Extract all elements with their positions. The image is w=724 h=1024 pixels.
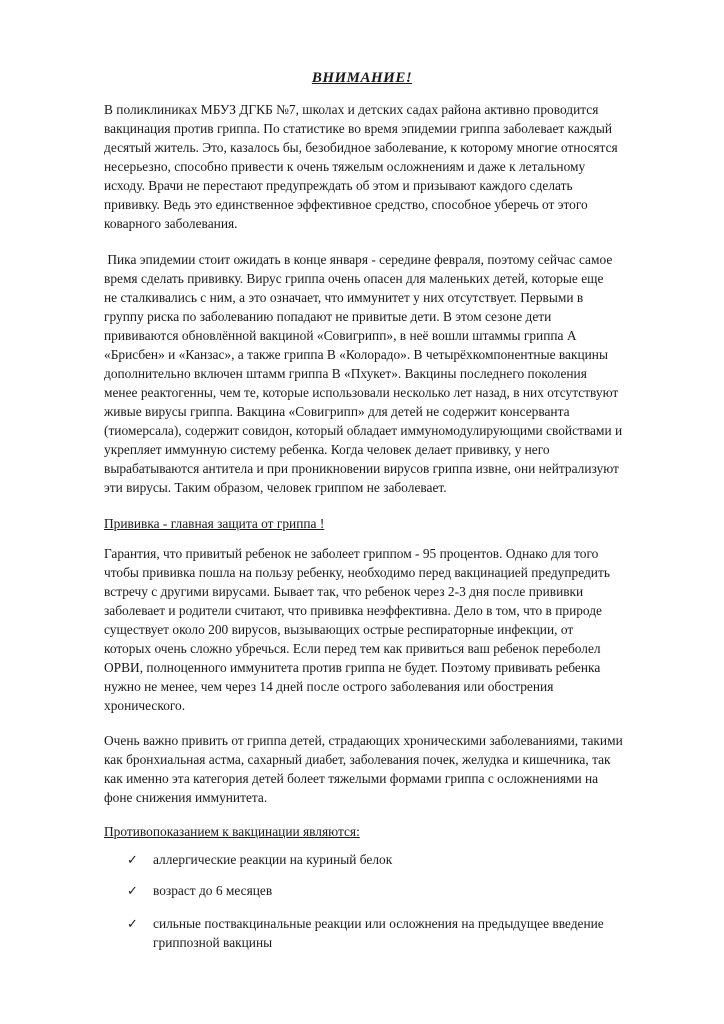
text-line: как бронхиальная астма, сахарный диабет, заболевания почек, желудка и кишечника, так — [104, 752, 611, 767]
text-line: которых очень сложно убречься. Если перед тем как привиться ваш ребенок переболел — [104, 641, 601, 656]
text-line: «Брисбен» и «Канзас», а также гриппа В «Колорадо». В четырёхкомпонентные вакцины — [104, 347, 608, 362]
list-item — [127, 914, 693, 952]
text-line: Пика эпидемии стоит ожидать в конце января - середине февраля, поэтому сейчас самое — [104, 252, 613, 267]
checkmark-icon: ✓ — [127, 883, 138, 898]
text-line: Гарантия, что привитый ребенок не заболеет гриппом - 95 процентов. Однако для того — [104, 546, 599, 561]
list-item-text: сильные поствакцинальные реакции или осложнения на предыдущее введение — [153, 916, 604, 931]
text-line: дополнительно включен штамм гриппа В «Пхукет». Вакцины последнего поколения — [104, 366, 587, 381]
text-line: прививаются обновлённой вакциной «Совигрипп», в неё вошли штаммы гриппа А — [104, 328, 577, 343]
page-title: ВНИМАНИЕ! — [311, 70, 413, 86]
list-item — [127, 881, 272, 900]
text-line: вырабатываются антитела и при проникновении вирусов гриппа извне, они нейтрализуют — [104, 461, 619, 476]
text-line: Очень важно привить от гриппа детей, страдающих хроническими заболеваниями, такими — [104, 733, 623, 748]
list-item — [127, 850, 392, 869]
text-line: ОРВИ, полноценного иммунитета против гриппа не будет. Поэтому прививать ребенка — [104, 660, 601, 675]
text-line: заболевает и родители считают, что прививка неэффективна. Дело в том, что в природе — [104, 603, 603, 618]
text-line: живые вирусы гриппа. Вакцина «Совигрипп» для детей не содержит консерванта — [104, 404, 570, 419]
text-line: вакцинация против гриппа. По статистике во время эпидемии гриппа заболевает каждый — [104, 121, 613, 136]
list-item-text: аллергические реакции на куриный белок — [153, 852, 393, 867]
guarantee-paragraph — [104, 544, 660, 715]
text-line: чтобы прививка пошла на пользу ребенку, необходимо перед вакцинацией предупредить — [104, 565, 610, 580]
text-line: группу риска по заболеванию попадают не привитые дети. В этом сезоне дети — [104, 309, 552, 324]
text-line: существует около 200 вирусов, вызывающих острые респираторные инфекции, от — [104, 622, 574, 637]
vaccination-heading: Прививка - главная защита от гриппа ! — [104, 516, 325, 531]
text-line: десятый житель. Это, казалось бы, безобидное заболевание, к которому многие относятся — [104, 140, 618, 155]
text-line: В поликлиниках МБУЗ ДГКБ №7, школах и детских садах района активно проводится — [104, 102, 599, 117]
checkmark-icon: ✓ — [127, 852, 138, 867]
text-line: фоне снижения иммунитета. — [104, 790, 268, 805]
text-line: прививку. Ведь это единственное эффективное средство, способное уберечь от этого — [104, 197, 588, 212]
text-line: как именно эта категория детей болеет тяжелыми формами гриппа с осложнениями на — [104, 771, 599, 786]
text-line: время сделать прививку. Вирус гриппа очень опасен для маленьких детей, которые еще — [104, 271, 604, 286]
text-line: укрепляет иммунную систему ребенка. Когда человек делает прививку, у него — [104, 442, 550, 457]
text-line: коварного заболевания. — [104, 216, 238, 231]
text-line: не сталкивались с ним, а это означает, что иммунитет у них отсутствует. Первыми в — [104, 290, 584, 305]
list-item-text: гриппозной вакцины — [153, 935, 273, 950]
contraindications-heading: Противопоказанием к вакцинации являются: — [104, 824, 360, 839]
text-line: хронического. — [104, 698, 186, 713]
checkmark-icon: ✓ — [127, 916, 138, 931]
text-line: нужно не менее, чем через 14 дней после острого заболевания или обострения — [104, 679, 554, 694]
list-item-text: возраст до 6 месяцев — [153, 883, 273, 898]
chronic-paragraph — [104, 731, 660, 807]
text-line: менее реактогенны, чем те, которые использовали несколько лет назад, в них отсутствуют — [104, 385, 619, 400]
text-line: исходу. Врачи не перестают предупреждать об этом и призывают каждого сделать — [104, 178, 573, 193]
intro-paragraph — [104, 100, 660, 233]
text-line: эти вирусы. Таким образом, человек гриппом не заболевает. — [104, 480, 447, 495]
text-line: (тиомерсала), содержит совидон, который обладает иммуномодулирующими свойствами и — [104, 423, 623, 438]
text-line: встречу с другими вирусами. Бывает так, что ребенок через 2-3 дня после прививки — [104, 584, 584, 599]
epidemic-paragraph — [104, 250, 660, 497]
text-line: несерьезно, способно привести к очень тяжелым осложнениям и даже к летальному — [104, 159, 586, 174]
